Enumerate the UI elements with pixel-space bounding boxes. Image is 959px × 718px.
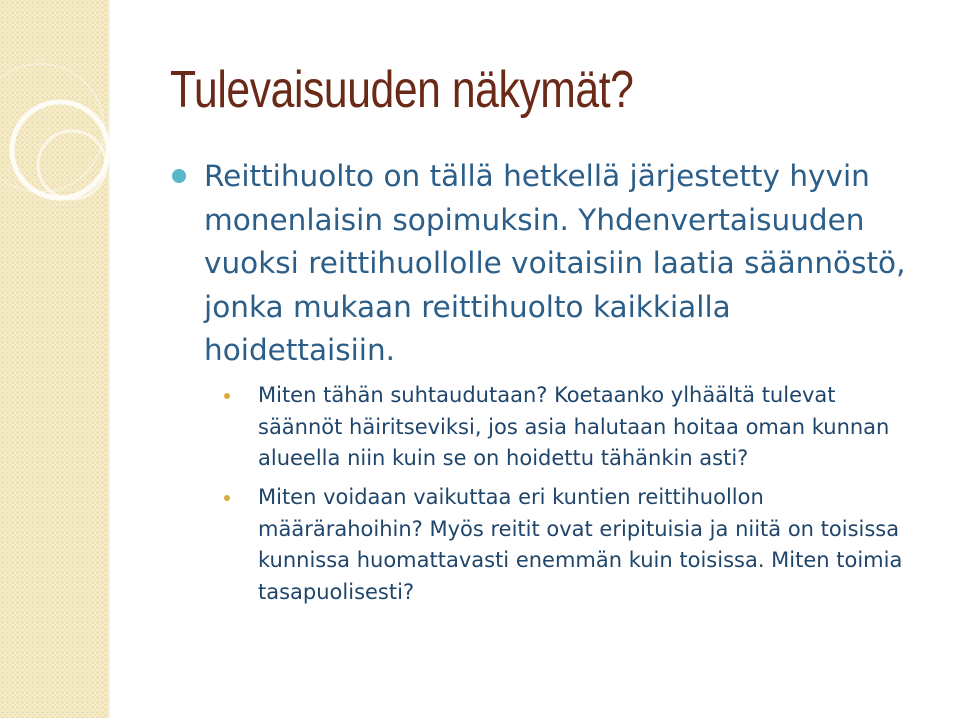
sub-bullet-1 [222, 380, 922, 475]
slide-title: Tulevaisuuden näkymät? [170, 61, 634, 119]
sub-bullet-1-text: Miten tähän suhtaudutaan? Koetaanko ylhäältä tulevat säännöt häiritseviksi, jos asia halutaan hoitaa oman kunnan alueella niin kuin se on hoidettu tähänkin asti? [258, 383, 890, 470]
main-bullet-text: Reittihuolto on tällä hetkellä järjestetty hyvin monenlaisin sopimuksin. Yhdenvertaisuuden vuoksi reittihuollolle voitaisiin laatia säännöstö, jonka mukaan reittihuolto kaikkialla hoidettaisiin. [204, 159, 906, 367]
sub-bullet-dot-icon [224, 393, 230, 399]
deco-circle-large [12, 102, 108, 198]
main-bullet [170, 155, 930, 373]
deco-circle-medium [38, 131, 106, 199]
sub-bullet-2-text: Miten voidaan vaikuttaa eri kuntien reittihuollon määrärahoihin? Myös reitit ovat eripituisia ja niitä on toisissa kunnissa huomattavasti enemmän kuin toisissa. Miten toimia tasapuolisesti? [258, 485, 903, 604]
sub-bullet-2 [222, 482, 922, 608]
sub-bullet-dot-icon [224, 495, 230, 501]
bullet-dot-icon [172, 169, 186, 183]
